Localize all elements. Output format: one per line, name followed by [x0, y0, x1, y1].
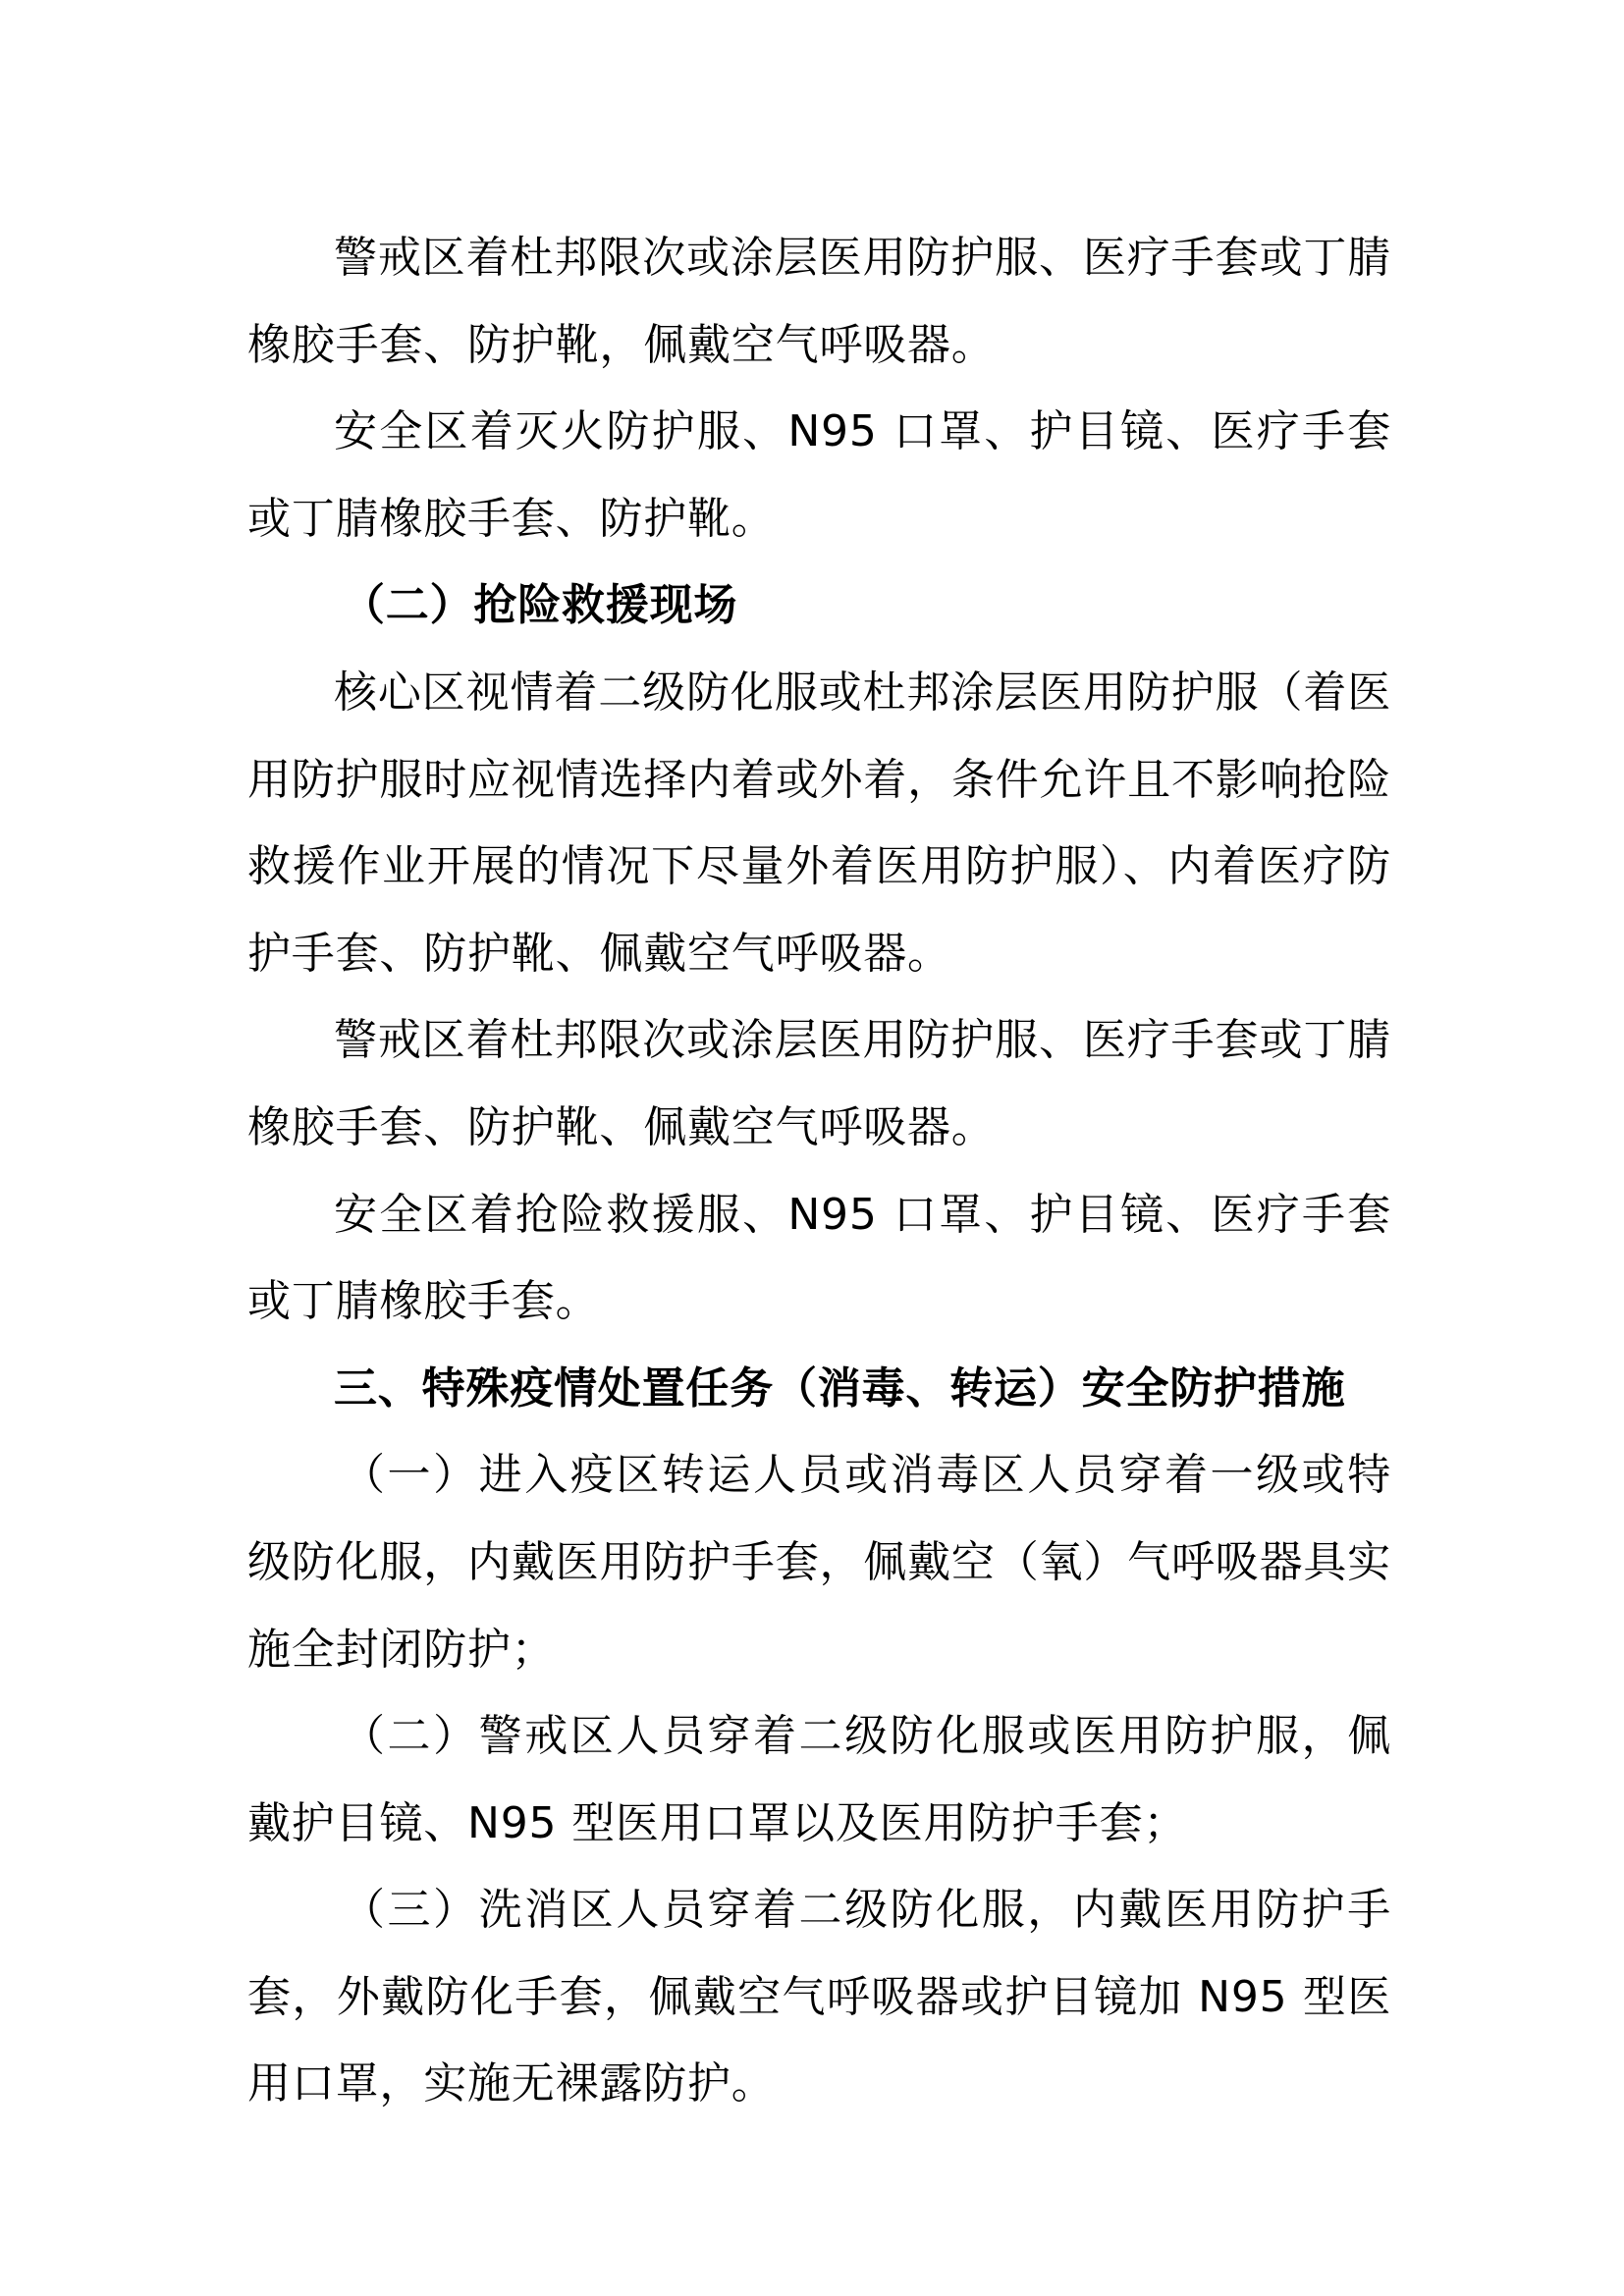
paragraph-safe-zone-protection: 安全区着灭火防护服、N95 口罩、护目镜、医疗手套或丁腈橡胶手套、防护靴。 [247, 406, 1391, 544]
paragraph-warning-zone-protection: 警戒区着杜邦限次或涂层医用防护服、医疗手套或丁腈橡胶手套、防护靴，佩戴空气呼吸器。 [247, 233, 1391, 370]
paragraph-core-zone-rescue: 核心区视情着二级防化服或杜邦涂层医用防护服（着医用防护服时应视情选择内着或外着，条件允许且不影响抢险救援作业开展的情况下尽量外着医用防护服）、内着医疗防护手套、防护靴、佩戴空气呼吸器。 [247, 667, 1391, 979]
list-item-epidemic-transport: （一）进入疫区转运人员或消毒区人员穿着一级或特级防化服，内戴医用防护手套，佩戴空（氧）气呼吸器具实施全封闭防护； [247, 1450, 1391, 1675]
paragraph-safe-zone-rescue: 安全区着抢险救援服、N95 口罩、护目镜、医疗手套或丁腈橡胶手套。 [247, 1189, 1391, 1327]
section-heading-special-epidemic: 三、特殊疫情处置任务（消毒、转运）安全防护措施 [334, 1362, 1346, 1414]
document-body [247, 215, 1391, 2128]
list-item-decontamination-zone: （三）洗消区人员穿着二级防化服，内戴医用防护手套，外戴防化手套，佩戴空气呼吸器或护目镜加 N95 型医用口罩，实施无裸露防护。 [247, 1885, 1391, 2109]
list-item-warning-zone-personnel: （二）警戒区人员穿着二级防化服或医用防护服，佩戴护目镜、N95 型医用口罩以及医用防护手套； [247, 1711, 1391, 1848]
paragraph-warning-zone-rescue: 警戒区着杜邦限次或涂层医用防护服、医疗手套或丁腈橡胶手套、防护靴、佩戴空气呼吸器。 [247, 1015, 1391, 1152]
subheading-rescue-site: （二）抢险救援现场 [342, 580, 738, 631]
